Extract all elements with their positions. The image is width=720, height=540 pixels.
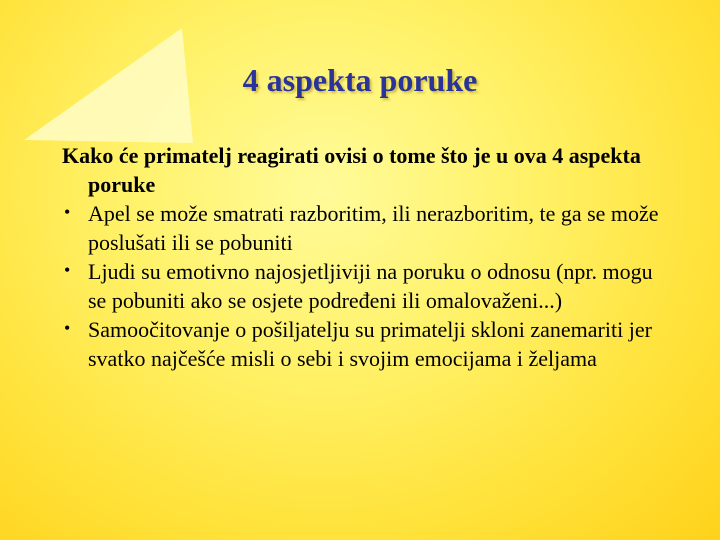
bullet-text: Ljudi su emotivno najosjetljiviji na poruku o odnosu (npr. mogu se pobuniti ako se osjete podređeni ili omalovaženi...) — [88, 259, 653, 313]
bullet-list — [62, 199, 662, 373]
bullet-icon: • — [64, 260, 71, 280]
bullet-item — [62, 257, 662, 315]
slide-title: 4 aspekta poruke — [242, 62, 478, 98]
bullet-item — [62, 315, 662, 373]
bullet-text: Samoočitovanje o pošiljatelju su primatelji skloni zanemariti jer svatko najčešće misli o sebi i svojim emocijama i željama — [88, 317, 652, 371]
bullet-item — [62, 199, 662, 257]
slide-body — [62, 141, 662, 373]
bullet-icon: • — [64, 318, 71, 338]
bullet-icon: • — [64, 202, 71, 222]
lead-paragraph: Kako će primatelj reagirati ovisi o tome što je u ova 4 aspekta poruke — [62, 143, 641, 197]
bullet-text: Apel se može smatrati razboritim, ili nerazboritim, te ga se može poslušati ili se pobuniti — [88, 201, 659, 255]
